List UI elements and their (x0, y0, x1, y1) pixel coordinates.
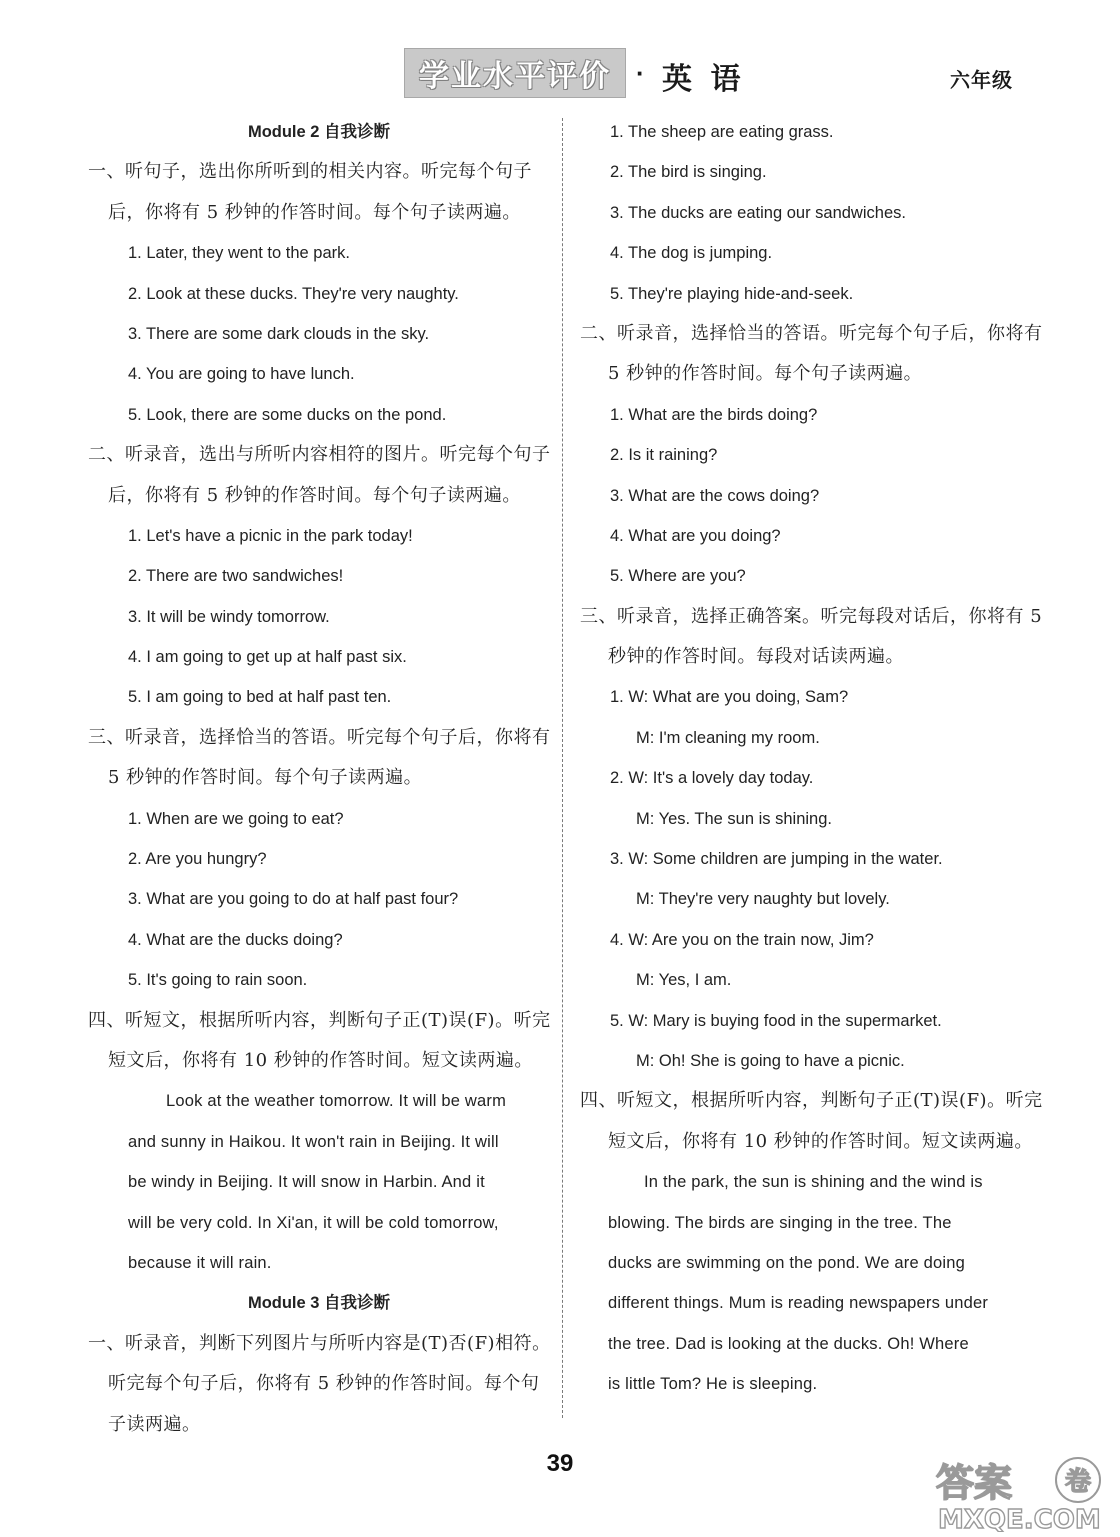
svg-text:卷: 卷 (1064, 1467, 1092, 1497)
question-item: 2. There are two sandwiches! (128, 567, 344, 586)
question-heading: 三、听录音，选择恰当的答语。听完每个句子后，你将有 (88, 726, 551, 748)
page-header (0, 48, 1120, 100)
self-diagnosis-label: 自我诊断 (324, 122, 391, 141)
question-item: 2. Is it raining? (610, 446, 718, 465)
dialogue-response: M: Yes, I am. (636, 971, 732, 990)
module-name: Module 2 (247, 123, 325, 141)
passage-line: blowing. The birds are singing in the tree. The (608, 1213, 952, 1232)
question-item: 5. Look, there are some ducks on the pond. (128, 405, 447, 424)
subject-title: 英 语 (662, 62, 745, 97)
question-item: 4. You are going to have lunch. (128, 365, 355, 384)
question-item: 2. W: It's a lovely day today. (610, 769, 814, 788)
watermark-logo (928, 1452, 1118, 1532)
question-item: 5. Where are you? (610, 567, 746, 586)
svg-text:MXQE.COM: MXQE.COM (938, 1505, 1101, 1532)
dialogue-response: M: Oh! She is going to have a picnic. (636, 1051, 905, 1070)
question-item: 1. W: What are you doing, Sam? (610, 688, 849, 707)
grade-label: 六年级 (950, 68, 1013, 92)
question-heading: 二、听录音，选择恰当的答语。听完每个句子后，你将有 (580, 322, 1043, 344)
question-instruction: 秒钟的作答时间。每段对话读两遍。 (608, 646, 904, 668)
question-instruction: 后，你将有 5 秒钟的作答时间。每个句子读两遍。 (108, 201, 521, 223)
right-column (580, 112, 1043, 1405)
passage-line: In the park, the sun is shining and the wind is (644, 1173, 983, 1192)
question-item: 3. The ducks are eating our sandwiches. (610, 203, 906, 222)
dialogue-response: M: I'm cleaning my room. (636, 728, 820, 747)
question-instruction: 听完每个句子后，你将有 5 秒钟的作答时间。每个句 (108, 1373, 540, 1395)
question-item: 1. Let's have a picnic in the park today! (128, 526, 413, 545)
page-number: 39 (546, 1450, 574, 1477)
question-item: 4. The dog is jumping. (610, 244, 773, 263)
question-item: 1. When are we going to eat? (128, 809, 344, 828)
passage-line: Look at the weather tomorrow. It will be warm (166, 1092, 507, 1111)
self-diagnosis-label: 自我诊断 (324, 1293, 391, 1313)
question-item: 4. W: Are you on the train now, Jim? (610, 930, 874, 949)
question-item: 3. It will be windy tomorrow. (128, 607, 330, 626)
question-heading: 一、听录音，判断下列图片与所听内容是(T)否(F)相符。 (88, 1332, 551, 1354)
column-divider (562, 118, 563, 1418)
question-heading: 四、听短文，根据所听内容，判断句子正(T)误(F)。听完 (580, 1090, 1043, 1112)
question-instruction: 5 秒钟的作答时间。每个句子读两遍。 (608, 363, 923, 385)
question-item: 5. It's going to rain soon. (128, 971, 308, 990)
question-item: 4. I am going to get up at half past six. (128, 648, 407, 667)
question-item: 1. Later, they went to the park. (128, 244, 350, 263)
question-instruction: 子读两遍。 (108, 1413, 201, 1435)
passage-line: different things. Mum is reading newspapers under (608, 1294, 989, 1313)
passage-line: ducks are swimming on the pond. We are doing (608, 1253, 966, 1272)
question-instruction: 5 秒钟的作答时间。每个句子读两遍。 (108, 767, 423, 789)
passage-line: and sunny in Haikou. It won't rain in Beijing. It will (128, 1132, 499, 1151)
passage-line: be windy in Beijing. It will snow in Harbin. And it (128, 1173, 485, 1192)
question-item: 1. What are the birds doing? (610, 405, 818, 424)
question-item: 4. What are you doing? (610, 526, 781, 545)
question-instruction: 短文后，你将有 10 秒钟的作答时间。短文读两遍。 (608, 1130, 1033, 1152)
question-heading: 四、听短文，根据所听内容，判断句子正(T)误(F)。听完 (88, 1009, 551, 1031)
passage-line: because it will rain. (128, 1253, 272, 1272)
section-title (88, 112, 550, 152)
section-title (88, 1283, 550, 1323)
question-item: 5. They're playing hide-and-seek. (610, 284, 854, 303)
question-item: 2. Look at these ducks. They're very naughty. (128, 284, 459, 303)
left-column (88, 112, 550, 1445)
question-item: 4. What are the ducks doing? (128, 930, 343, 949)
question-instruction: 短文后，你将有 10 秒钟的作答时间。短文读两遍。 (108, 1049, 533, 1071)
question-item: 3. What are you going to do at half past four? (128, 890, 459, 909)
question-item: 3. What are the cows doing? (610, 486, 820, 505)
question-instruction: 后，你将有 5 秒钟的作答时间。每个句子读两遍。 (108, 484, 521, 506)
question-heading: 二、听录音，选出与所听内容相符的图片。听完每个句子 (88, 444, 551, 466)
module-name: Module 3 (247, 1294, 325, 1313)
header-separator: · (636, 58, 645, 88)
dialogue-response: M: Yes. The sun is shining. (636, 809, 832, 828)
dialogue-response: M: They're very naughty but lovely. (636, 890, 890, 909)
passage-line: will be very cold. In Xi'an, it will be cold tomorrow, (128, 1213, 499, 1232)
question-item: 2. Are you hungry? (128, 850, 267, 869)
question-item: 3. There are some dark clouds in the sky. (128, 324, 430, 343)
question-heading: 三、听录音，选择正确答案。听完每段对话后，你将有 5 (580, 605, 1043, 627)
question-item: 1. The sheep are eating grass. (610, 123, 834, 141)
series-title: 学业水平评价 (404, 48, 626, 98)
question-item: 3. W: Some children are jumping in the water. (610, 850, 943, 869)
svg-text:答案: 答案 (936, 1461, 1013, 1505)
passage-line: is little Tom? He is sleeping. (608, 1375, 818, 1394)
passage-line: the tree. Dad is looking at the ducks. Oh! Where (608, 1334, 969, 1353)
question-item: 5. W: Mary is buying food in the supermarket. (610, 1011, 942, 1030)
question-item: 5. I am going to bed at half past ten. (128, 688, 392, 707)
question-item: 2. The bird is singing. (610, 163, 767, 182)
question-heading: 一、听句子，选出你所听到的相关内容。听完每个句子 (88, 161, 532, 183)
